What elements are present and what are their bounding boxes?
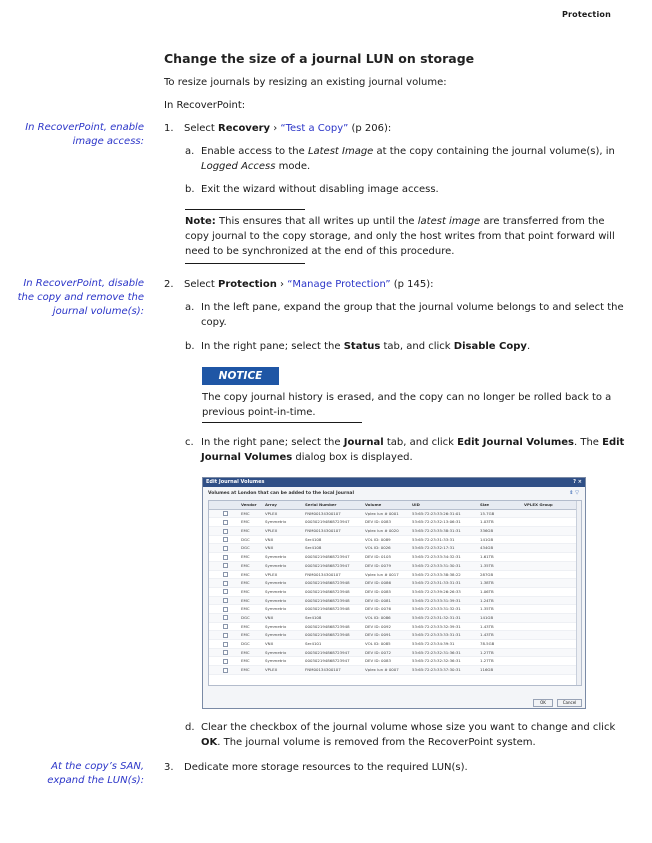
table-row[interactable] (209, 649, 581, 658)
step-2c-post: dialog box is displayed. (292, 452, 413, 463)
table-row[interactable] (209, 631, 581, 640)
note-label: Note: (185, 216, 216, 227)
cell-uid: 53:65:72:23:33:31:32:31 (412, 606, 461, 612)
cell-volume: DEV ID: 0085 (365, 588, 391, 594)
row-checkbox[interactable] (223, 563, 228, 568)
recovery-menu: Recovery (218, 123, 271, 134)
cell-array: VNX (265, 545, 274, 551)
cell-uid: 53:65:72:23:35:38:31:31 (412, 528, 461, 534)
cell-uid: 53:65:72:23:33:31:30:31 (412, 562, 461, 568)
table-row[interactable] (209, 518, 581, 527)
row-checkbox[interactable] (223, 546, 228, 551)
cell-vplex-group (522, 597, 581, 605)
step-2d (185, 720, 625, 750)
cell-serial: 000302194868723947 (305, 658, 350, 664)
cell-size: 141GB (480, 614, 494, 620)
sort-filter-icon[interactable]: ⇕ ▽ (569, 490, 579, 496)
row-checkbox-cell[interactable] (209, 666, 239, 674)
column-header-volume[interactable]: Volume (365, 502, 382, 507)
table-row[interactable] (209, 536, 581, 545)
cell-uid: 53:65:72:23:33:26:31:01 (412, 510, 461, 516)
cell-array: VNX (265, 641, 274, 646)
cell-serial: Ser4108 (305, 545, 322, 551)
cell-size: 1.43TB (480, 623, 494, 629)
cell-vendor: EMC (241, 606, 250, 612)
note-bottom-rule (185, 263, 305, 264)
row-checkbox[interactable] (223, 659, 228, 664)
in-recoverpoint-text: In RecoverPoint: (164, 100, 246, 111)
margin-note-expand-lun: At the copy’s SAN, expand the LUN(s): (47, 761, 144, 786)
row-checkbox[interactable] (223, 607, 228, 612)
cell-vplex-group (522, 631, 581, 639)
ok-term: OK (201, 737, 218, 748)
table-row[interactable] (209, 571, 581, 580)
table-body (209, 510, 581, 675)
table-row[interactable] (209, 553, 581, 562)
row-checkbox[interactable] (223, 572, 228, 577)
cell-serial: Ser4108 (305, 614, 322, 620)
cell-vendor: EMC (241, 580, 250, 586)
cell-serial: FNM00134300107 (305, 528, 341, 534)
step-1-number: 1. (164, 123, 174, 134)
dialog-title: Edit Journal Volumes (206, 479, 265, 485)
table-row[interactable] (209, 588, 581, 597)
cell-size: 336GB (480, 528, 494, 534)
step-2 (164, 277, 624, 292)
row-checkbox[interactable] (223, 520, 228, 525)
cancel-button[interactable]: Cancel (557, 699, 582, 707)
edit-journal-volumes-term: Edit Journal Volumes (457, 437, 574, 448)
journal-tab-term: Journal (343, 437, 384, 448)
cell-volume: Vplex lun # 0001 (365, 510, 399, 516)
cell-uid: 53:65:72:23:33:34:32:31 (412, 554, 461, 560)
notice-badge: NOTICE (202, 367, 279, 385)
row-checkbox-cell[interactable] (209, 510, 239, 518)
margin-note-disable-copy: In RecoverPoint, disable the copy and remove the journal volume(s): (17, 278, 144, 317)
table-header (209, 501, 581, 510)
row-checkbox[interactable] (223, 633, 228, 638)
step-1a-letter: a. (185, 146, 195, 157)
cell-vplex-group (522, 649, 581, 657)
cell-size: 434GB (480, 545, 494, 551)
cell-vendor: EMC (241, 667, 250, 673)
table-row[interactable] (209, 597, 581, 606)
row-checkbox[interactable] (223, 598, 228, 603)
cell-volume: VOL ID: 0089 (365, 536, 391, 542)
cell-uid: 53:65:72:23:32:32:36:31 (412, 658, 461, 664)
table-row[interactable] (209, 579, 581, 588)
cell-uid: 53:65:72:23:32:13:06:31 (412, 519, 461, 525)
cell-size: 1.61TB (480, 554, 494, 560)
column-header-vplex-group[interactable]: VPLEX Group (524, 502, 553, 507)
cell-vendor: EMC (241, 649, 250, 655)
cell-size: 1.24TB (480, 597, 494, 603)
row-checkbox-cell[interactable] (209, 553, 239, 561)
cell-vendor: EMC (241, 571, 250, 577)
cell-array: Symmetrix (265, 658, 287, 664)
step-2-number: 2. (164, 279, 174, 290)
cell-vendor: EMC (241, 597, 250, 603)
cell-vplex-group (522, 536, 581, 544)
table-scrollbar[interactable] (576, 501, 581, 685)
step-1b-text: Exit the wizard without disabling image access. (201, 184, 439, 195)
cell-array: VPLEX (265, 510, 278, 516)
step-2d-pre: Clear the checkbox of the journal volume whose size you want to change and click (201, 722, 616, 733)
row-checkbox-cell[interactable] (209, 614, 239, 622)
edit-journal-volumes-dialog-term: Edit Journal Volumes (201, 437, 625, 463)
cell-uid: 53:65:72:23:32:17:31 (412, 545, 455, 551)
cell-uid: 53:65:72:23:31:33:31 (412, 536, 455, 542)
row-checkbox[interactable] (223, 537, 228, 542)
note-block (185, 214, 625, 259)
cell-uid: 53:65:72:23:33:37:30:31 (412, 667, 461, 673)
cell-array: Symmetrix (265, 649, 287, 655)
cell-vplex-group (522, 657, 581, 665)
table-row[interactable] (209, 544, 581, 553)
cell-serial: 000302194868723948 (305, 580, 350, 586)
dialog-title-bar (203, 478, 585, 487)
menu-separator: › (270, 123, 281, 134)
table-row[interactable] (209, 562, 581, 571)
cell-size: 116GB (480, 667, 494, 673)
step-2d-post: . The journal volume is removed from the RecoverPoint system. (217, 737, 536, 748)
cell-vendor: EMC (241, 554, 250, 560)
row-checkbox[interactable] (223, 581, 228, 586)
cell-volume: VOL ID: 0086 (365, 614, 391, 620)
protection-menu: Protection (218, 279, 277, 290)
cell-array: VPLEX (265, 571, 278, 577)
row-checkbox[interactable] (223, 624, 228, 629)
column-header-array[interactable]: Array (265, 502, 277, 507)
step-2c-mid: tab, and click (383, 437, 458, 448)
notice-bottom-rule (202, 422, 362, 423)
page-ref: (p 206): (348, 123, 392, 134)
step-2b-letter: b. (185, 341, 195, 352)
column-header-vendor[interactable]: Vendor (241, 502, 257, 507)
cell-vendor: EMC (241, 632, 250, 638)
step-2a (185, 300, 625, 330)
cell-serial: 000302194868723947 (305, 554, 350, 560)
cell-serial: 000302194868723948 (305, 623, 350, 629)
table-row[interactable] (209, 510, 581, 519)
cell-array: Symmetrix (265, 580, 287, 586)
note-pre: This ensures that all writes up until the (215, 216, 418, 227)
row-checkbox-cell[interactable] (209, 527, 239, 535)
cell-uid: 53:65:72:23:31:33:31:31 (412, 580, 461, 586)
step-3 (164, 760, 624, 775)
cell-volume: DEV ID: 0092 (365, 623, 391, 629)
cell-size: 1.38TB (480, 580, 494, 586)
section-title: Change the size of a journal LUN on storage (164, 51, 475, 66)
cell-size: 1.43TB (480, 632, 494, 638)
step-2b-mid: tab, and click (380, 341, 454, 352)
cell-size: 287GB (480, 571, 494, 577)
cell-serial: Ser4101 (305, 641, 322, 646)
cell-volume: DEV ID: 0072 (365, 649, 391, 655)
cell-serial: 000302194868723948 (305, 597, 350, 603)
column-header-size[interactable]: Size (480, 502, 490, 507)
cell-vendor: EMC (241, 510, 250, 516)
step-2d-letter: d. (185, 722, 195, 733)
dialog-subtitle: Volumes at London that can be added to the local Journal (208, 491, 355, 496)
table-row[interactable] (209, 605, 581, 614)
cell-vendor: DGC (241, 641, 250, 646)
cell-volume: DEV ID: 0086 (365, 580, 391, 586)
cell-vplex-group (522, 527, 581, 535)
cell-serial: 000302194868723947 (305, 649, 350, 655)
step-1a (185, 144, 625, 174)
cell-size: 78.5GB (480, 641, 495, 646)
disable-copy-term: Disable Copy (453, 341, 527, 352)
cell-vendor: DGC (241, 536, 250, 542)
step-2-text-prefix: Select (184, 279, 219, 290)
cell-size: 1.27TB (480, 658, 494, 664)
menu-separator: › (276, 279, 288, 290)
cell-volume: Vplex lun # 0017 (365, 571, 399, 577)
cell-serial: Ser4108 (305, 536, 322, 542)
page-ref: (p 145): (390, 279, 434, 290)
table-row[interactable] (209, 623, 581, 632)
cell-vendor: EMC (241, 658, 250, 664)
cell-vplex-group (522, 588, 581, 596)
row-checkbox[interactable] (223, 668, 228, 673)
row-checkbox-cell[interactable] (209, 605, 239, 613)
cell-vplex-group (522, 640, 581, 648)
row-checkbox-cell[interactable] (209, 588, 239, 596)
cell-array: Symmetrix (265, 623, 287, 629)
cell-array: Symmetrix (265, 554, 287, 560)
cell-array: Symmetrix (265, 632, 287, 638)
row-checkbox[interactable] (223, 650, 228, 655)
row-checkbox-cell[interactable] (209, 518, 239, 526)
cell-size: 1.35TB (480, 562, 494, 568)
dialog-controls[interactable]: ? × (573, 479, 582, 485)
step-3-number: 3. (164, 762, 174, 773)
step-1-text-prefix: Select (184, 123, 219, 134)
manage-protection-link[interactable]: “Manage Protection” (287, 279, 391, 290)
step-2c-mid2: . The (574, 437, 603, 448)
step-1b (185, 182, 625, 197)
step-2b (185, 339, 625, 354)
cell-vplex-group (522, 666, 581, 674)
cell-vplex-group (522, 579, 581, 587)
cell-size: 1.35TB (480, 606, 494, 612)
row-checkbox-cell[interactable] (209, 562, 239, 570)
column-header-serial[interactable]: Serial Number (305, 502, 337, 507)
cell-serial: FNM00134300107 (305, 510, 341, 516)
cell-array: VPLEX (265, 667, 278, 673)
table-row[interactable] (209, 666, 581, 675)
cell-volume: DEV ID: 0081 (365, 597, 391, 603)
cell-uid: 53:65:72:23:32:31:36:31 (412, 649, 461, 655)
row-checkbox[interactable] (223, 589, 228, 594)
ok-button[interactable]: OK (533, 699, 553, 707)
row-checkbox-cell[interactable] (209, 597, 239, 605)
cell-array: Symmetrix (265, 597, 287, 603)
cell-vplex-group (522, 614, 581, 622)
cell-array: VPLEX (265, 528, 278, 534)
cell-vendor: EMC (241, 528, 250, 534)
row-checkbox-cell[interactable] (209, 631, 239, 639)
cell-serial: 000302194868723948 (305, 606, 350, 612)
cell-array: Symmetrix (265, 606, 287, 612)
cell-size: 15.7GB (480, 510, 495, 516)
cell-uid: 53:65:72:23:33:33:31:31 (412, 632, 461, 638)
intro-text: To resize journals by resizing an existing journal volume: (164, 77, 447, 88)
note-post: are transferred from the copy journal to the copy storage, and only the host writes from that point forward will need to be synchronized at the end of this procedure. (185, 216, 615, 257)
notice-text: The copy journal history is erased, and the copy can no longer be rolled back to a previous point-in-time. (202, 392, 612, 418)
cell-volume: DEV ID: 0079 (365, 562, 391, 568)
cell-uid: 53:65:72:23:31:32:31:31 (412, 614, 461, 620)
cell-array: VNX (265, 614, 274, 620)
cell-vendor: DGC (241, 545, 250, 551)
cell-array: Symmetrix (265, 519, 287, 525)
cell-serial: 000302194868723948 (305, 632, 350, 638)
cell-vplex-group (522, 544, 581, 552)
step-1a-mid: at the copy containing the journal volume(s), in (373, 146, 615, 157)
cell-array: Symmetrix (265, 562, 287, 568)
cell-serial: FNM00134300107 (305, 667, 341, 673)
latest-image-term: Latest Image (307, 146, 374, 157)
cell-size: 1.06TB (480, 588, 494, 594)
step-2c-pre: In the right pane; select the (201, 437, 344, 448)
dialog-subtitle-bar (203, 487, 585, 498)
cell-serial: 000302194868723947 (305, 562, 350, 568)
step-1a-post: mode. (275, 161, 311, 172)
cell-uid: 53:65:72:23:33:32:39:31 (412, 623, 461, 629)
cell-uid: 53:65:72:23:33:38:38:22 (412, 571, 461, 577)
row-checkbox[interactable] (223, 555, 228, 560)
row-checkbox-cell[interactable] (209, 623, 239, 631)
cell-volume: DEV ID: 0076 (365, 606, 391, 612)
cell-volume: Vplex lun # 0007 (365, 667, 399, 673)
cell-uid: 53:65:72:23:33:31:39:31 (412, 597, 461, 603)
cell-vplex-group (522, 510, 581, 518)
table-row[interactable] (209, 614, 581, 623)
cell-vplex-group (522, 553, 581, 561)
column-header-uid[interactable]: UID (412, 502, 420, 507)
cell-vplex-group (522, 518, 581, 526)
test-a-copy-link[interactable]: “Test a Copy” (280, 123, 349, 134)
cell-volume: DEV ID: 0083 (365, 658, 391, 664)
row-checkbox-cell[interactable] (209, 544, 239, 552)
note-latest-image: latest image (417, 216, 481, 227)
step-2a-letter: a. (185, 302, 195, 313)
cell-volume: VOL ID: 0026 (365, 545, 391, 551)
status-tab-term: Status (343, 341, 381, 352)
row-checkbox[interactable] (223, 642, 228, 647)
cell-vplex-group (522, 605, 581, 613)
cell-vplex-group (522, 623, 581, 631)
cell-volume: VOL ID: 0085 (365, 641, 391, 646)
row-checkbox[interactable] (223, 615, 228, 620)
column-header-select[interactable] (209, 501, 239, 509)
cell-array: Symmetrix (265, 588, 287, 594)
cell-vendor: EMC (241, 562, 250, 568)
margin-note-enable-image-access: In RecoverPoint, enable image access: (25, 122, 144, 147)
row-checkbox-cell[interactable] (209, 536, 239, 544)
cell-vendor: EMC (241, 588, 250, 594)
cell-uid: 53:65:72:23:34:39:31 (412, 641, 455, 646)
table-row[interactable] (209, 657, 581, 666)
row-checkbox[interactable] (223, 511, 228, 516)
step-2b-post: . (526, 341, 531, 352)
cell-volume: DEV ID: 0083 (365, 519, 391, 525)
step-2a-text: In the left pane, expand the group that the journal volume belongs to and select the copy. (201, 302, 624, 328)
cell-volume: Vplex lun # 0020 (365, 528, 399, 534)
cell-size: 141GB (480, 536, 494, 542)
row-checkbox-cell[interactable] (209, 571, 239, 579)
cell-array: VNX (265, 536, 274, 542)
cell-vendor: DGC (241, 614, 250, 620)
cell-serial: 000302194868723948 (305, 588, 350, 594)
logged-access-term: Logged Access (201, 161, 276, 172)
cell-serial: FNM00134300107 (305, 571, 341, 577)
step-2c-letter: c. (185, 437, 194, 448)
step-3-text: Dedicate more storage resources to the required LUN(s). (184, 762, 468, 773)
cell-vendor: EMC (241, 623, 250, 629)
table-row[interactable] (209, 640, 581, 649)
row-checkbox[interactable] (223, 529, 228, 534)
step-1 (164, 121, 624, 136)
row-checkbox-cell[interactable] (209, 649, 239, 657)
note-top-rule (185, 209, 305, 210)
row-checkbox-cell[interactable] (209, 657, 239, 665)
cell-uid: 53:65:72:23:39:26:26:33 (412, 588, 461, 594)
cell-vplex-group (522, 571, 581, 579)
edit-journal-volumes-dialog (202, 477, 586, 709)
step-1a-pre: Enable access to the (201, 146, 308, 157)
cell-vplex-group (522, 562, 581, 570)
cell-volume: DEV ID: 0091 (365, 632, 391, 638)
volumes-table (208, 500, 582, 686)
step-2b-pre: In the right pane; select the (201, 341, 344, 352)
row-checkbox-cell[interactable] (209, 579, 239, 587)
page-section-header: Protection (561, 10, 611, 19)
table-row[interactable] (209, 527, 581, 536)
step-1b-letter: b. (185, 184, 195, 195)
cell-size: 1.03TB (480, 519, 494, 525)
row-checkbox-cell[interactable] (209, 640, 239, 648)
cell-volume: DEV ID: 0105 (365, 554, 391, 560)
cell-serial: 000302194868723947 (305, 519, 350, 525)
cell-size: 1.27TB (480, 649, 494, 655)
step-2c (185, 435, 625, 465)
cell-vendor: EMC (241, 519, 250, 525)
